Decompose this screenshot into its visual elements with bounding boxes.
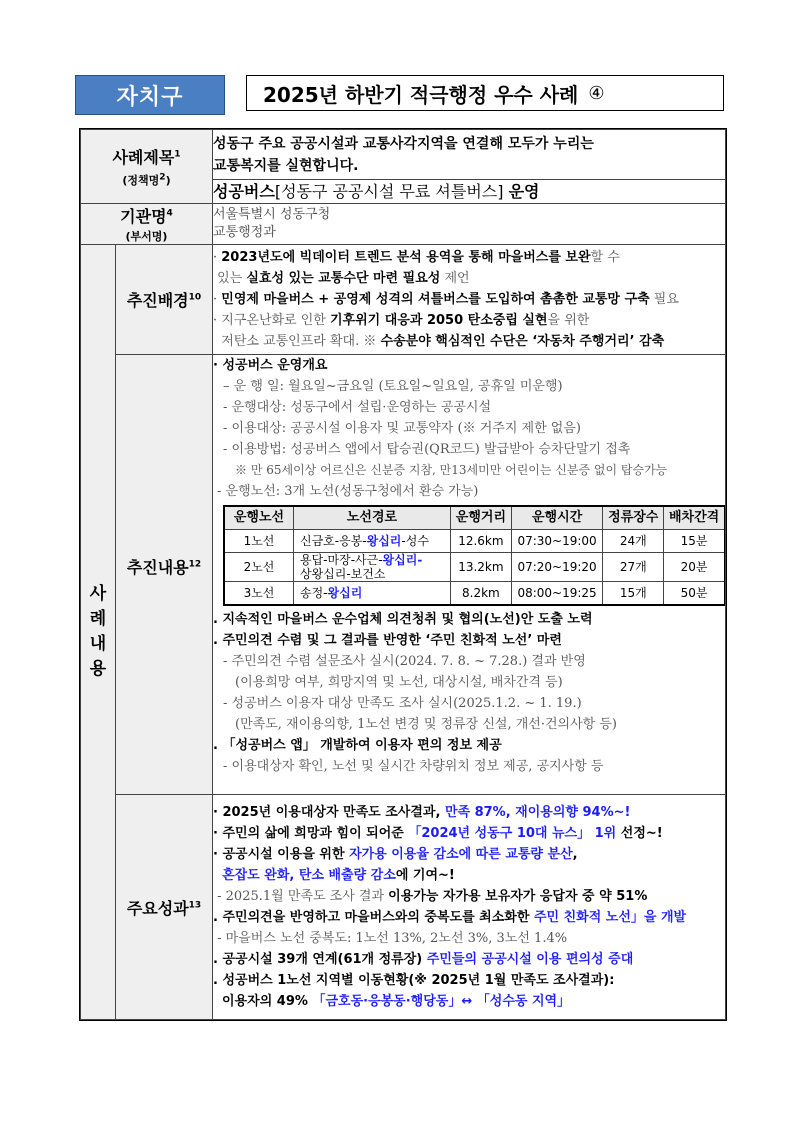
background-label (116, 245, 213, 355)
text-segment: 기후위기 대응과 2050 탄소중립 실현 (330, 313, 548, 328)
result-line (213, 991, 725, 1012)
results-content (213, 795, 726, 1020)
case-number: ④ (588, 82, 605, 104)
route-distance: 8.2km (451, 582, 512, 606)
text-segment (213, 868, 222, 883)
case-title-label (81, 130, 213, 204)
route-name: 2노선 (224, 553, 294, 582)
route-row (224, 582, 725, 606)
result-line (213, 928, 725, 949)
details-subline: (만족도, 재이용의향, 1노선 변경 및 정류장 신설, 개선·건의사항 등) (235, 717, 617, 732)
background-line (213, 247, 725, 268)
result-line (213, 802, 725, 823)
overview-line: - 운행대상: 성동구에서 설립·운영하는 공공시설 (223, 400, 492, 415)
document-title (246, 75, 724, 111)
overview-line: - 이용대상: 공공시설 이용자 및 교통약자 (※ 거주지 제한 없음) (223, 421, 581, 436)
text-segment: 수송분야 핵심적인 수단은 ‘자동차 주행거리’ 감축 (380, 334, 665, 349)
results-label (116, 795, 213, 1020)
route-path (294, 553, 451, 582)
route-row (224, 553, 725, 582)
text-segment: . 주민의견을 반영하고 마을버스와의 중복도를 최소화한 (213, 910, 534, 925)
column-header: 노선경로 (294, 506, 451, 530)
footnote: 1 (174, 149, 181, 160)
text-segment: - 마을버스 노선 중복도: 1노선 13%, 2노선 3%, 3노선 1.4% (213, 931, 568, 946)
path-text: 신금호-응봉- (300, 534, 367, 548)
result-line (213, 907, 725, 928)
text-segment: · 2025년 이용대상자 만족도 조사결과, (213, 805, 445, 820)
route-row (224, 530, 725, 553)
label-text: 기관명 (120, 207, 167, 226)
details-heading: . 지속적인 마을버스 운수업체 의견청취 및 협의(노선)안 도출 노력 (213, 612, 593, 627)
text-segment: · 주민의 삶에 희망과 힘이 되어준 (213, 826, 409, 841)
text-segment: 이용가능 자가용 보유자가 응답자 중 약 51% (388, 889, 648, 904)
overview-line: - 이용방법: 성공버스 앱에서 탑승권(QR코드) 발급받아 승차단말기 접촉 (223, 442, 631, 457)
text-segment: · 공공시설 이용을 위한 (213, 847, 350, 862)
column-header: 정류장수 (603, 506, 664, 530)
text-segment: · (213, 292, 222, 307)
text-segment: 할 수 (590, 250, 620, 265)
route-stops: 24개 (603, 530, 664, 553)
text-segment: 저탄소 교통인프라 확대. ※ (213, 334, 381, 349)
agency-name: 서울특별시 성동구청 (213, 207, 331, 222)
route-interval: 20분 (664, 553, 725, 582)
highlight-text: 자가용 이용율 감소에 따른 교통량 분산 (349, 847, 573, 862)
result-line (213, 823, 725, 844)
highlight-text: 주민들의 공공시설 이용 편의성 증대 (426, 952, 634, 967)
background-line (213, 310, 725, 331)
sub-label: (정책명 (122, 174, 160, 187)
route-stops: 15개 (603, 582, 664, 606)
path-highlight: 왕십리 (366, 534, 402, 548)
case-title-line-1: 성동구 주요 공공시설과 교통사각지역을 연결해 모두가 누리는 (213, 135, 594, 152)
footnote: 4 (166, 208, 173, 219)
highlight-text: 「2024년 성동구 10대 뉴스」 1위 (408, 826, 617, 841)
text-segment: 에 기여~! (395, 868, 455, 883)
overview-note: ※ 만 65세이상 어르신은 신분증 지참, 만13세미만 어린이는 신분증 없이 탑승가능 (235, 463, 668, 477)
text-segment: 을 위한 (547, 313, 590, 328)
agency-label (81, 204, 213, 245)
details-content (213, 355, 726, 795)
label-text: 추진내용 (126, 558, 189, 577)
sub-label: (부서명) (125, 230, 168, 243)
route-interval: 50분 (664, 582, 725, 606)
text-segment: 필요 (649, 292, 679, 307)
text-segment: · 지구온난화로 인한 (213, 313, 330, 328)
background-content (213, 245, 726, 355)
case-title-line-2: 교통복지를 실현합니다. (213, 157, 359, 174)
details-subline: - 이용대상자 확인, 노선 및 실시간 차량위치 정보 제공, 공지사항 등 (223, 759, 604, 774)
route-time: 07:20~19:20 (511, 553, 603, 582)
case-table (80, 129, 726, 1020)
highlight-text: 「금호동·응봉동·행당동」↔ 「성수동 지역」 (312, 994, 571, 1009)
side-char: 용 (89, 659, 107, 679)
text-segment: , (572, 847, 578, 862)
text-segment: 제언 (440, 271, 470, 286)
policy-name-suffix: 운영 (508, 181, 540, 201)
result-line (213, 865, 725, 886)
background-line (213, 289, 725, 310)
details-label (116, 355, 213, 795)
column-header: 운행노선 (224, 506, 294, 530)
overview-line: – 운 행 일: 월요일~금요일 (토요일~일요일, 공휴일 미운행) (223, 379, 563, 394)
path-text: 상왕십리-보건소 (300, 567, 386, 581)
highlight-text: 만족 87%, 재이용의향 94%~! (444, 805, 631, 820)
column-header: 운행시간 (511, 506, 603, 530)
text-segment: . 공공시설 39개 연계(61개 정류장) (213, 952, 427, 967)
text-segment: 있는 (213, 271, 247, 286)
text-segment: 이용자의 49% (213, 994, 313, 1009)
text-segment: · (213, 250, 222, 265)
route-table (223, 505, 726, 606)
footnote: 10 (188, 292, 202, 303)
policy-name (213, 180, 726, 204)
footnote: 2 (159, 172, 166, 183)
label-text: 추진배경 (126, 291, 189, 310)
text-segment: . 성공버스 1노선 지역별 이동현황(※ 2025년 1월 만족도 조사결과): (213, 973, 615, 988)
side-char: 례 (89, 609, 107, 629)
details-subline: - 성공버스 이용자 대상 만족도 조사 실시(2025.1.2. ~ 1. 19.) (223, 696, 582, 711)
route-stops: 27개 (603, 553, 664, 582)
text-segment: - 2025.1월 만족도 조사 결과 (213, 889, 389, 904)
path-text: 송정- (300, 586, 328, 600)
result-line (213, 844, 725, 865)
policy-name-bold: 성공버스 (213, 181, 275, 201)
label-text: 사례제목 (112, 148, 175, 167)
route-time: 07:30~19:00 (511, 530, 603, 553)
result-line (213, 949, 725, 970)
details-items (213, 609, 725, 777)
route-distance: 13.2km (451, 553, 512, 582)
route-path (294, 582, 451, 606)
highlight-text: 혼잡도 완화, 탄소 배출량 감소 (222, 868, 396, 883)
side-char: 내 (89, 634, 107, 654)
footnote: 12 (188, 559, 202, 570)
text-segment: 2023년도에 빅데이터 트렌드 분석 용역을 통해 마을버스를 보완 (221, 250, 591, 265)
footnote: 13 (188, 900, 202, 911)
overview-title: · 성공버스 운영개요 (213, 358, 328, 373)
overview-line: - 운행노선: 3개 노선(성동구청에서 환승 가능) (217, 484, 479, 499)
route-table-header (224, 506, 725, 530)
details-subline: (이용희망 여부, 희망지역 및 노선, 대상시설, 배차간격 등) (235, 675, 563, 690)
details-heading: . 주민의견 수렴 및 그 결과를 반영한 ‘주민 친화적 노선’ 마련 (213, 633, 562, 648)
column-header: 배차간격 (664, 506, 725, 530)
details-subline: - 주민의견 수렴 설문조사 실시(2024. 7. 8. ~ 7.28.) 결과 반영 (223, 654, 586, 669)
document-title-text: 2025년 하반기 적극행정 우수 사례 (263, 82, 579, 107)
route-interval: 15분 (664, 530, 725, 553)
route-name: 3노선 (224, 582, 294, 606)
sub-label-end: ) (165, 174, 171, 187)
case-title (213, 130, 726, 180)
column-header: 운행거리 (451, 506, 512, 530)
category-tag: 자치구 (75, 75, 225, 115)
route-time: 08:00~19:25 (511, 582, 603, 606)
result-line (213, 886, 725, 907)
details-heading: . 「성공버스 앱」 개발하여 이용자 편의 정보 제공 (213, 738, 502, 753)
policy-name-detail: [성동구 공공시설 무료 셔틀버스] (274, 181, 509, 201)
highlight-text: 주민 친화적 노선」을 개발 (533, 910, 687, 925)
background-line (213, 268, 725, 289)
text-segment: 실효성 있는 교통수단 마련 필요성 (246, 271, 441, 286)
background-line (213, 331, 725, 352)
side-char: 사 (89, 584, 107, 604)
path-highlight: 왕십리 (327, 586, 363, 600)
path-text: 용답-마장-사근- (300, 553, 383, 567)
department-name: 교통행정과 (213, 225, 276, 240)
route-path (294, 530, 451, 553)
text-segment: 선정~! (616, 826, 663, 841)
path-highlight: 왕십리- (382, 553, 423, 567)
case-document (79, 128, 727, 1021)
route-name: 1노선 (224, 530, 294, 553)
label-text: 주요성과 (126, 898, 189, 918)
text-segment: 민영제 마을버스 + 공영제 성격의 셔틀버스를 도입하여 촘촘한 교통망 구축 (221, 292, 650, 307)
route-distance: 12.6km (451, 530, 512, 553)
path-text: -성수 (401, 534, 429, 548)
case-content-label (81, 245, 116, 1020)
result-line (213, 970, 725, 991)
agency-value (213, 204, 726, 245)
